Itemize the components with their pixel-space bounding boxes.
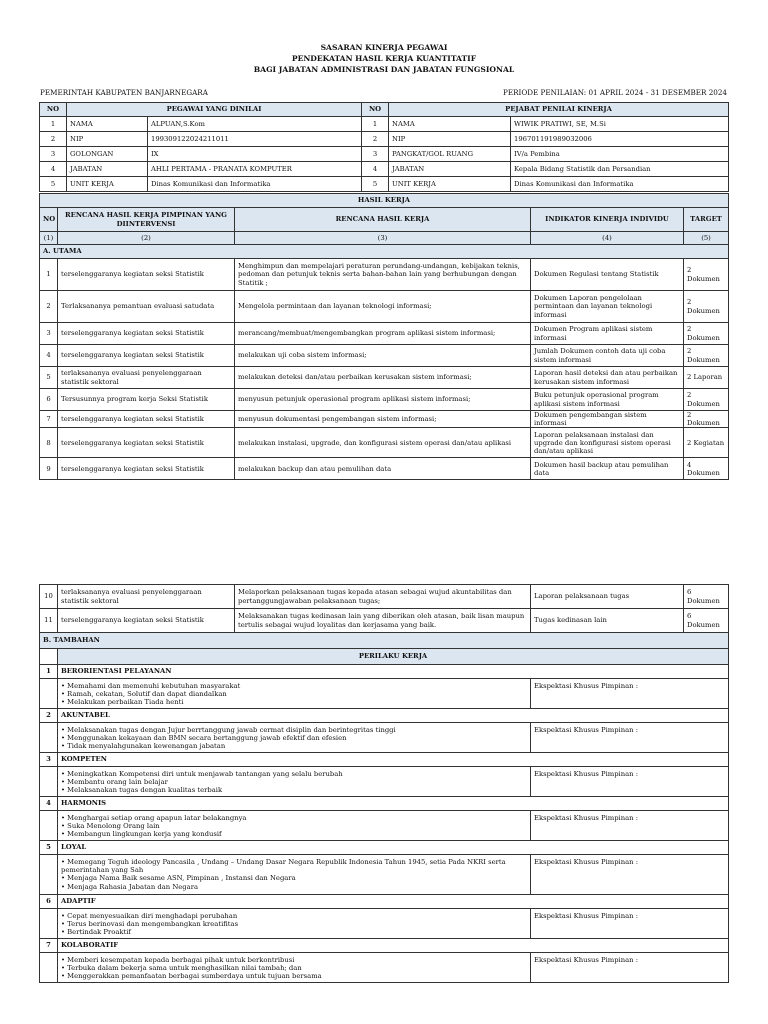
- title-line-2: PENDEKATAN HASIL KERJA KUANTITATIF: [291, 54, 477, 63]
- results-row: [40, 323, 729, 345]
- results-row: [40, 428, 729, 458]
- leader-expectation-cell: Ekspektasi Khusus Pimpinan :: [531, 855, 729, 895]
- target-cell: 2 Laporan: [684, 367, 729, 389]
- behavior-heading-row: [40, 753, 729, 767]
- behavior-name: KOLABORATIF: [58, 939, 729, 953]
- identity-no: 3: [40, 147, 67, 162]
- behavior-point: • Meningkatkan Kompetensi diri untuk menjawab tantangan yang selalu berubah: [61, 770, 527, 778]
- behavior-points: [61, 726, 527, 751]
- results-row: [40, 585, 729, 609]
- column-number: (4): [531, 232, 684, 245]
- identity-field: UNIT KERJA: [67, 177, 148, 192]
- identity-field: JABATAN: [67, 162, 148, 177]
- identity-row: [40, 147, 729, 162]
- target-cell: 6 Dokumen: [684, 609, 729, 633]
- plan-cell: menyusun petunjuk operasional program aplikasi sistem informasi;: [235, 389, 531, 411]
- leader-expectation-cell: Ekspektasi Khusus Pimpinan :: [531, 723, 729, 753]
- row-no: 11: [40, 609, 58, 633]
- behavior-point: • Menggunakan kekayaan dan BMN secara bertanggung jawab efektif dan efesien: [61, 734, 527, 742]
- behavior-detail-row: [40, 855, 729, 895]
- identity-field: GOLONGAN: [67, 147, 148, 162]
- behavior-no: 6: [40, 895, 58, 909]
- behavior-no: 5: [40, 841, 58, 855]
- row-no: 2: [40, 291, 58, 323]
- leader-plan-cell: terselenggaranya kegiatan seksi Statistik: [58, 411, 235, 428]
- identity-field: UNIT KERJA: [389, 177, 511, 192]
- target-cell: 2 Kegiatan: [684, 428, 729, 458]
- identity-value: Dinas Komunikasi dan Informatika: [148, 177, 362, 192]
- identity-no: 2: [40, 132, 67, 147]
- results-table: [39, 193, 729, 480]
- plan-cell: menyusun dokumentasi pengembangan sistem informasi;: [235, 411, 531, 428]
- behavior-point: • Membantu orang lain belajar: [61, 778, 527, 786]
- behavior-name: HARMONIS: [58, 797, 729, 811]
- row-no: 10: [40, 585, 58, 609]
- leader-plan-cell: terselenggaranya kegiatan seksi Statistik: [58, 458, 235, 480]
- target-cell: 2 Dokumen: [684, 291, 729, 323]
- identity-row: [40, 117, 729, 132]
- results-row: [40, 458, 729, 480]
- leader-expectation-cell: Ekspektasi Khusus Pimpinan :: [531, 909, 729, 939]
- leader-plan-cell: terselenggaranya kegiatan seksi Statistik: [58, 609, 235, 633]
- identity-value: Kepala Bidang Statistik dan Persandian: [511, 162, 729, 177]
- behavior-point: • Tidak menyalahgunakan kewenangan jabatan: [61, 742, 527, 750]
- meta-row: [40, 88, 727, 97]
- leader-expectation-cell: Ekspektasi Khusus Pimpinan :: [531, 767, 729, 797]
- behavior-heading-row: [40, 709, 729, 723]
- identity-value: IV/a Pembina: [511, 147, 729, 162]
- target-cell: 2 Dokumen: [684, 345, 729, 367]
- behavior-point: • Memberi kesempatan kepada berbagai pihak untuk berkontribusi: [61, 956, 527, 964]
- section-a-label: A. UTAMA: [40, 245, 729, 259]
- leader-plan-cell: terselenggaranya kegiatan seksi Statistik: [58, 259, 235, 291]
- plan-cell: melakukan deteksi dan/atau perbaikan kerusakan sistem informasi;: [235, 367, 531, 389]
- evaluated-employee-header: PEGAWAI YANG DINILAI: [67, 103, 362, 117]
- identity-no: 5: [362, 177, 389, 192]
- behavior-point: • Melaksanakan tugas dengan kualitas terbaik: [61, 786, 527, 794]
- identity-field: NAMA: [389, 117, 511, 132]
- behavior-point: • Menjaga Rahasia Jabatan dan Negara: [61, 883, 527, 891]
- indicator-cell: Dokumen Regulasi tentang Statistik: [531, 259, 684, 291]
- behavior-point: • Menjaga Nama Baik sesame ASN, Pimpinan , Instansi dan Negara: [61, 874, 527, 882]
- behavior-name: BERORIENTASI PELAYANAN: [58, 665, 729, 679]
- behavior-name: AKUNTABEL: [58, 709, 729, 723]
- identity-no: 4: [362, 162, 389, 177]
- title-line-3: BAGI JABATAN ADMINISTRASI DAN JABATAN FUNGSIONAL: [253, 65, 515, 74]
- indicator-cell: Tugas kedinasan lain: [531, 609, 684, 633]
- leader-plan-cell: Tersusunnya program kerja Seksi Statistik: [58, 389, 235, 411]
- identity-row: [40, 132, 729, 147]
- indicator-cell: Dokumen pengembangan sistem informasi: [531, 411, 684, 428]
- leader-expectation-cell: Ekspektasi Khusus Pimpinan :: [531, 953, 729, 983]
- indicator-cell: Laporan pelaksanaan instalasi dan upgrade dan konfigurasi sistem operasi dan/atau aplikasi: [531, 428, 684, 458]
- behavior-detail-row: [40, 953, 729, 983]
- results-section-title: HASIL KERJA: [40, 194, 729, 208]
- target-cell: 2 Dokumen: [684, 389, 729, 411]
- results-row: [40, 367, 729, 389]
- behavior-point: • Melakukan perbaikan Tiada henti: [61, 698, 527, 706]
- identity-value: ALPUAN,S.Kom: [148, 117, 362, 132]
- results-row: [40, 291, 729, 323]
- behavior-point: • Melaksanakan tugas dengan Jujur berrtanggung jawab cermat disiplin dan berintegritas tinggi: [61, 726, 527, 734]
- identity-no: 5: [40, 177, 67, 192]
- target-cell: 2 Dokumen: [684, 411, 729, 428]
- identity-no: 4: [40, 162, 67, 177]
- identity-table: [39, 102, 729, 192]
- leader-expectation-cell: Ekspektasi Khusus Pimpinan :: [531, 679, 729, 709]
- col-target-header: TARGET: [684, 208, 729, 232]
- work-behavior-table: [39, 648, 729, 983]
- results-table-continued: [39, 584, 729, 649]
- work-behavior-title: PERILAKU KERJA: [58, 649, 729, 665]
- col-no-header: NO: [40, 208, 58, 232]
- indicator-cell: Jumlah Dokumen contoh data uji coba sistem informasi: [531, 345, 684, 367]
- row-no: 6: [40, 389, 58, 411]
- plan-cell: melakukan uji coba sistem informasi;: [235, 345, 531, 367]
- plan-cell: melakukan backup dan atau pemulihan data: [235, 458, 531, 480]
- row-no: 9: [40, 458, 58, 480]
- identity-field: NIP: [389, 132, 511, 147]
- row-no: 5: [40, 367, 58, 389]
- behavior-point: • Cepat menyesuaikan diri menghadapi perubahan: [61, 912, 527, 920]
- indicator-cell: Buku petunjuk operasional program aplikasi sistem informasi: [531, 389, 684, 411]
- identity-no: 1: [40, 117, 67, 132]
- plan-cell: Melaporkan pelaksanaan tugas kepada atasan sebagai wujud akuntabilitas dan pertanggungjawaban pelaksanaan tugas;: [235, 585, 531, 609]
- plan-cell: Menghimpun dan mempelajari peraturan perundang-undangan, kebijakan teknis, pedoman dan petunjuk teknis serta bahan-bahan lain yang berhubungan dengan Statitik ;: [235, 259, 531, 291]
- behavior-no: 3: [40, 753, 58, 767]
- identity-field: JABATAN: [389, 162, 511, 177]
- identity-field: NIP: [67, 132, 148, 147]
- results-row: [40, 259, 729, 291]
- column-number: (2): [58, 232, 235, 245]
- indicator-cell: Laporan hasil deteksi dan atau perbaikan kerusakan sistem informasi: [531, 367, 684, 389]
- behavior-no: 1: [40, 665, 58, 679]
- behavior-no: 7: [40, 939, 58, 953]
- behavior-heading-row: [40, 665, 729, 679]
- identity-value: Dinas Komunikasi dan Informatika: [511, 177, 729, 192]
- results-row: [40, 411, 729, 428]
- behavior-points: [61, 770, 527, 795]
- behavior-points: [61, 858, 527, 891]
- indicator-cell: Dokumen Program aplikasi sistem informasi: [531, 323, 684, 345]
- behavior-point: • Memegang Teguh ideology Pancasila , Undang – Undang Dasar Negara Republik Indonesia Tahun 1945, setia Pada NKRI serta pemerintahan yang Sah: [61, 858, 527, 874]
- behavior-name: ADAPTIF: [58, 895, 729, 909]
- indicator-cell: Dokumen Laporan pengelolaan permintaan dan layanan teknologi informasi: [531, 291, 684, 323]
- leader-plan-cell: terlaksananya evaluasi penyelenggaraan statistik sektoral: [58, 585, 235, 609]
- identity-value: WIWIK PRATIWI, SE, M.Si: [511, 117, 729, 132]
- row-no: 1: [40, 259, 58, 291]
- behavior-point: • Memahami dan memenuhi kebutuhan masyarakat: [61, 682, 527, 690]
- section-b-label: B. TAMBAHAN: [40, 633, 729, 649]
- identity-no: 2: [362, 132, 389, 147]
- indicator-cell: Dokumen hasil backup atau pemulihan data: [531, 458, 684, 480]
- column-number: (3): [235, 232, 531, 245]
- row-no: 3: [40, 323, 58, 345]
- behavior-name: LOYAL: [58, 841, 729, 855]
- behavior-point: • Ramah, cekatan, Solutif dan dapat diandalkan: [61, 690, 527, 698]
- appraiser-header: PEJABAT PENILAI KINERJA: [389, 103, 729, 117]
- behavior-point: • Terus berinovasi dan mengembangkan kreatifitas: [61, 920, 527, 928]
- column-number: (5): [684, 232, 729, 245]
- identity-value: 196701191989032006: [511, 132, 729, 147]
- identity-value: IX: [148, 147, 362, 162]
- behavior-heading-row: [40, 939, 729, 953]
- document-titles: [0, 0, 768, 75]
- behavior-points: [61, 956, 527, 981]
- plan-cell: Mengelola permintaan dan layanan teknologi informasi;: [235, 291, 531, 323]
- identity-no: 1: [362, 117, 389, 132]
- identity-row: [40, 162, 729, 177]
- identity-no-header: NO: [40, 103, 67, 117]
- behavior-no: 2: [40, 709, 58, 723]
- behavior-point: • Menggerakkan pemanfaatan berbagai sumberdaya untuk tujuan bersama: [61, 972, 527, 980]
- behavior-points: [61, 912, 527, 937]
- plan-cell: Melaksanakan tugas kedinasan lain yang diberikan oleh atasan, baik lisan maupun tertulis sebagai wujud loyalitas dan kerjasama yang baik.: [235, 609, 531, 633]
- identity-no: 3: [362, 147, 389, 162]
- page-1: [0, 0, 768, 477]
- col-plan-header: RENCANA HASIL KERJA: [235, 208, 531, 232]
- behavior-points: [61, 814, 527, 839]
- results-row: [40, 609, 729, 633]
- behavior-point: • Bertindak Proaktif: [61, 928, 527, 936]
- behavior-heading-row: [40, 797, 729, 811]
- behavior-detail-row: [40, 679, 729, 709]
- behavior-heading-row: [40, 895, 729, 909]
- row-no: 8: [40, 428, 58, 458]
- leader-plan-cell: terselenggaranya kegiatan seksi Statistik: [58, 428, 235, 458]
- leader-expectation-cell: Ekspektasi Khusus Pimpinan :: [531, 811, 729, 841]
- leader-plan-cell: terlaksananya evaluasi penyelenggaraan statistik sektoral: [58, 367, 235, 389]
- column-number-row: [40, 232, 729, 245]
- behavior-detail-row: [40, 909, 729, 939]
- identity-field: NAMA: [67, 117, 148, 132]
- identity-row: [40, 177, 729, 192]
- row-no: 4: [40, 345, 58, 367]
- behavior-point: • Suka Menolong Orang lain: [61, 822, 527, 830]
- column-number: (1): [40, 232, 58, 245]
- results-row: [40, 345, 729, 367]
- behavior-name: KOMPETEN: [58, 753, 729, 767]
- behavior-point: • Membangun lingkungan kerja yang kondusif: [61, 830, 527, 838]
- plan-cell: melakukan instalasi, upgrade, dan konfigurasi sistem operasi dan/atau aplikasi: [235, 428, 531, 458]
- identity-value: 199309122024211011: [148, 132, 362, 147]
- leader-plan-cell: Terlaksananya pemantuan evaluasi satudata: [58, 291, 235, 323]
- col-leader-plan-header: RENCANA HASIL KERJA PIMPINAN YANG DIINTERVENSI: [58, 208, 235, 232]
- behavior-point: • Menghargai setiap orang apapun latar belakangnya: [61, 814, 527, 822]
- leader-plan-cell: terselenggaranya kegiatan seksi Statistik: [58, 345, 235, 367]
- behavior-detail-row: [40, 723, 729, 753]
- title-line-1: SASARAN KINERJA PEGAWAI: [320, 43, 448, 52]
- indicator-cell: Laporan pelaksanaan tugas: [531, 585, 684, 609]
- plan-cell: merancang/membuat/mengembangkan program aplikasi sistem informasi;: [235, 323, 531, 345]
- leader-plan-cell: terselenggaranya kegiatan seksi Statistik: [58, 323, 235, 345]
- target-cell: 6 Dokumen: [684, 585, 729, 609]
- target-cell: 2 Dokumen: [684, 259, 729, 291]
- assessment-period: PERIODE PENILAIAN: 01 APRIL 2024 - 31 DESEMBER 2024: [502, 88, 727, 97]
- organization-name: PEMERINTAH KABUPATEN BANJARNEGARA: [40, 88, 208, 97]
- behavior-heading-row: [40, 841, 729, 855]
- identity-value: AHLI PERTAMA - PRANATA KOMPUTER: [148, 162, 362, 177]
- target-cell: 2 Dokumen: [684, 323, 729, 345]
- behavior-no: 4: [40, 797, 58, 811]
- behavior-detail-row: [40, 767, 729, 797]
- behavior-point: • Terbuka dalam bekerja sama untuk menghasilkan nilai tambah; dan: [61, 964, 527, 972]
- identity-field: PANGKAT/GOL RUANG: [389, 147, 511, 162]
- behavior-detail-row: [40, 811, 729, 841]
- row-no: 7: [40, 411, 58, 428]
- target-cell: 4 Dokumen: [684, 458, 729, 480]
- results-row: [40, 389, 729, 411]
- behavior-points: [61, 682, 527, 707]
- identity-no-header-2: NO: [362, 103, 389, 117]
- col-indicator-header: INDIKATOR KINERJA INDIVIDU: [531, 208, 684, 232]
